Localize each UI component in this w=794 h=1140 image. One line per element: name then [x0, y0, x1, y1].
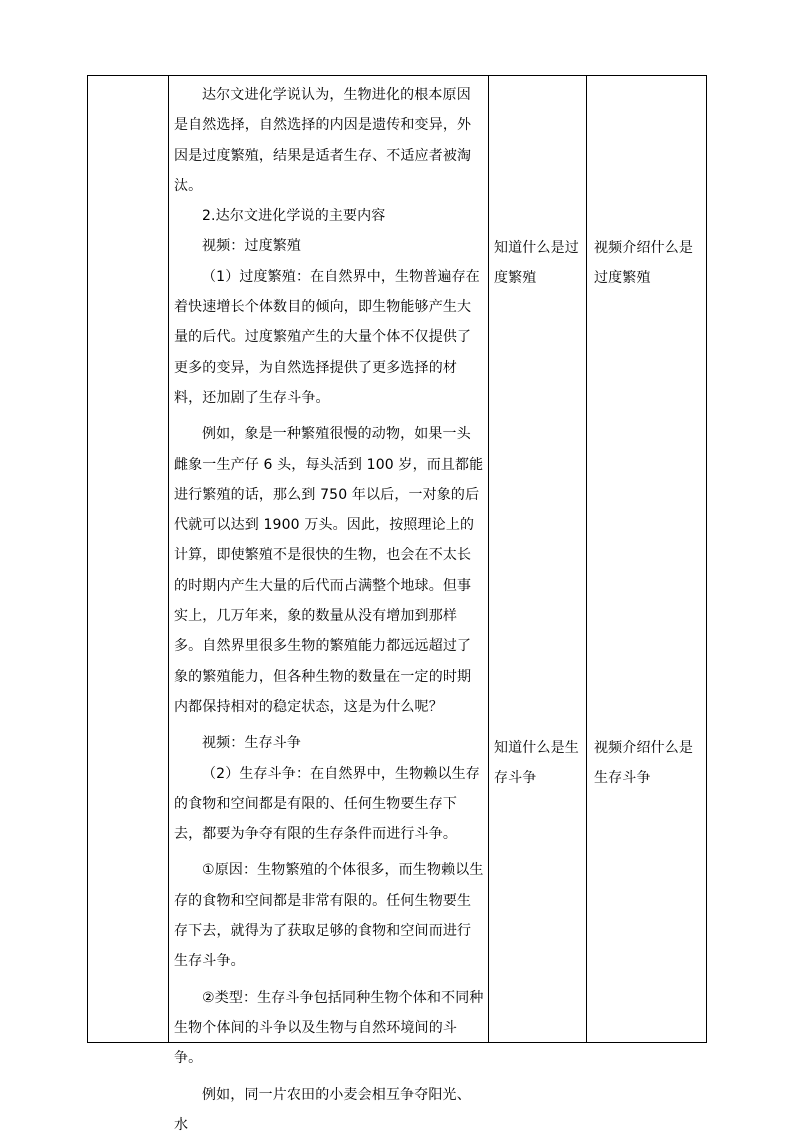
- section-heading: 2.达尔文进化学说的主要内容: [174, 201, 484, 231]
- paragraph-intro: 达尔文进化学说认为，生物进化的根本原因是自然选择，自然选择的内因是遗传和变异，外因是过度繁殖，结果是适者生存、不适应者被淘汰。: [174, 80, 484, 201]
- student-activity-2: 知道什么是生存斗争: [494, 733, 584, 794]
- column-divider: [586, 76, 587, 1042]
- paragraph-overproduction: （1）过度繁殖：在自然界中，生物普遍存在着快速增长个体数目的倾向，即生物能够产生大量的后代。过度繁殖产生的大量个体不仅提供了更多的变异，为自然选择提供了更多选择的材料，还加剧了生存斗争。: [174, 262, 484, 413]
- video-label-reproduction: 视频：过度繁殖: [174, 231, 484, 261]
- design-intent-1: 视频介绍什么是过度繁殖: [594, 233, 702, 294]
- paragraph-types: ②类型：生存斗争包括同种生物个体和不同种生物个体间的斗争以及生物与自然环境间的斗争。: [174, 983, 484, 1074]
- video-label-struggle: 视频：生存斗争: [174, 728, 484, 758]
- paragraph-struggle: （2）生存斗争：在自然界中，生物赖以生存的食物和空间都是有限的、任何生物要生存下去，都要为争夺有限的生存条件而进行斗争。: [174, 759, 484, 850]
- paragraph-wheat-example: 例如，同一片农田的小麦会相互争夺阳光、水: [174, 1080, 484, 1140]
- column-divider: [168, 76, 169, 1042]
- design-intent-2: 视频介绍什么是生存斗争: [594, 733, 702, 794]
- lesson-table: [87, 75, 707, 1043]
- paragraph-cause: ①原因：生物繁殖的个体很多，而生物赖以生存的食物和空间都是非常有限的。任何生物要生存下去，就得为了获取足够的食物和空间而进行生存斗争。: [174, 855, 484, 976]
- content-column: [174, 80, 484, 1140]
- paragraph-elephant-example: 例如，象是一种繁殖很慢的动物，如果一头雌象一生产仔 6 头，每头活到 100 岁，而且都能进行繁殖的话，那么到 750 年以后，一对象的后代就可以达到 1900 万头。因此，按照理论上的计算，即使繁殖不是很快的生物，也会在不太长的时期内产生大量的后代而占满整个地球。但事实上，几万年来，象的数量从没有增加到那样多。自然界里很多生物的繁殖能力都远远超过了象的繁殖能力，但各种生物的数量在一定的时期内都保持相对的稳定状态，这是为什么呢？: [174, 419, 484, 722]
- student-activity-1: 知道什么是过度繁殖: [494, 233, 584, 294]
- column-divider: [488, 76, 489, 1042]
